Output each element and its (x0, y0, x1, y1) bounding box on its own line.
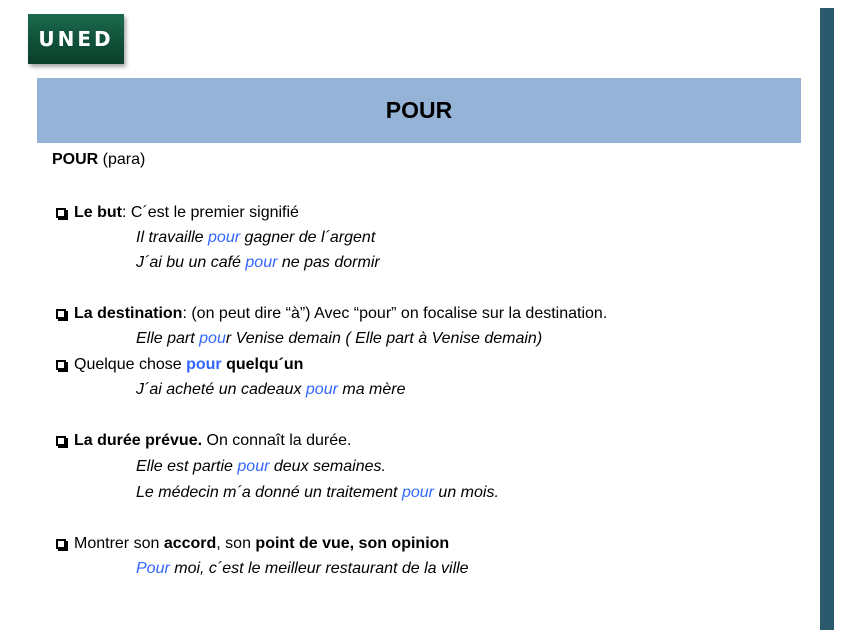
bullet-destination-rest: : (on peut dire “à”) Avec “pour” on focalise sur la destination. (182, 305, 608, 322)
logo-text: UNED (38, 27, 114, 51)
example-text: J´ai bu un café (136, 254, 246, 271)
example-text: r Venise demain ( Elle part à Venise demain) (225, 330, 543, 347)
bullet-destination (56, 304, 607, 324)
bullet-accord (56, 534, 449, 554)
bullet-accord-bold-1: accord (163, 535, 217, 552)
intro-bold: POUR (52, 151, 99, 168)
example-text: ma mère (337, 381, 406, 398)
bullet-accord-text: Montrer son (74, 535, 164, 552)
example-text: Elle part (136, 330, 200, 347)
example-keyword: pour (245, 254, 278, 271)
bullet-destination-bold: La destination (74, 305, 183, 322)
intro-line (52, 150, 145, 170)
example-but-1 (136, 228, 375, 248)
bullet-but-rest: : C´est le premier signifié (122, 204, 299, 221)
bullet-duree-bold: La durée prévue. (74, 432, 203, 449)
example-quelque-1 (136, 380, 406, 400)
example-keyword: pou (199, 330, 226, 347)
checkbox-bullet-icon (56, 208, 66, 218)
bullet-but (56, 203, 299, 223)
example-keyword: pour (237, 458, 270, 475)
example-text: Il travaille (136, 229, 209, 246)
example-text: un mois. (433, 484, 499, 501)
example-text: J´ai acheté un cadeaux (136, 381, 306, 398)
bullet-quelque-keyword: pour (186, 356, 222, 373)
example-text: ne pas dormir (277, 254, 380, 271)
bullet-quelque-text: Quelque chose (74, 356, 187, 373)
uned-logo (28, 14, 124, 64)
checkbox-bullet-icon (56, 436, 66, 446)
example-keyword: pour (401, 484, 434, 501)
intro-rest: (para) (98, 151, 146, 168)
side-accent-bar (820, 8, 834, 630)
bullet-duree-rest: On connaît la durée. (202, 432, 352, 449)
bullet-but-bold: Le but (74, 204, 122, 221)
bullet-quelque-bold: quelqu´un (221, 356, 304, 373)
page-title: POUR (385, 97, 453, 123)
example-destination-1 (136, 329, 542, 349)
example-text: Le médecin m´a donné un traitement (136, 484, 402, 501)
example-accord-1 (136, 559, 469, 579)
example-duree-2 (136, 483, 499, 503)
example-text: moi, c´est le meilleur restaurant de la ville (169, 560, 469, 577)
bullet-duree (56, 431, 351, 451)
example-keyword: pour (208, 229, 241, 246)
bullet-accord-text: , son (216, 535, 256, 552)
title-banner (37, 78, 801, 143)
example-keyword: Pour (136, 560, 170, 577)
checkbox-bullet-icon (56, 539, 66, 549)
checkbox-bullet-icon (56, 360, 66, 370)
example-duree-1 (136, 457, 386, 477)
checkbox-bullet-icon (56, 309, 66, 319)
example-text: Elle est partie (136, 458, 238, 475)
example-text: gagner de l´argent (240, 229, 376, 246)
bullet-quelque (56, 355, 303, 375)
example-keyword: pour (305, 381, 338, 398)
bullet-accord-bold-2: point de vue, son opinion (255, 535, 450, 552)
example-text: deux semaines. (269, 458, 386, 475)
example-but-2 (136, 253, 380, 273)
